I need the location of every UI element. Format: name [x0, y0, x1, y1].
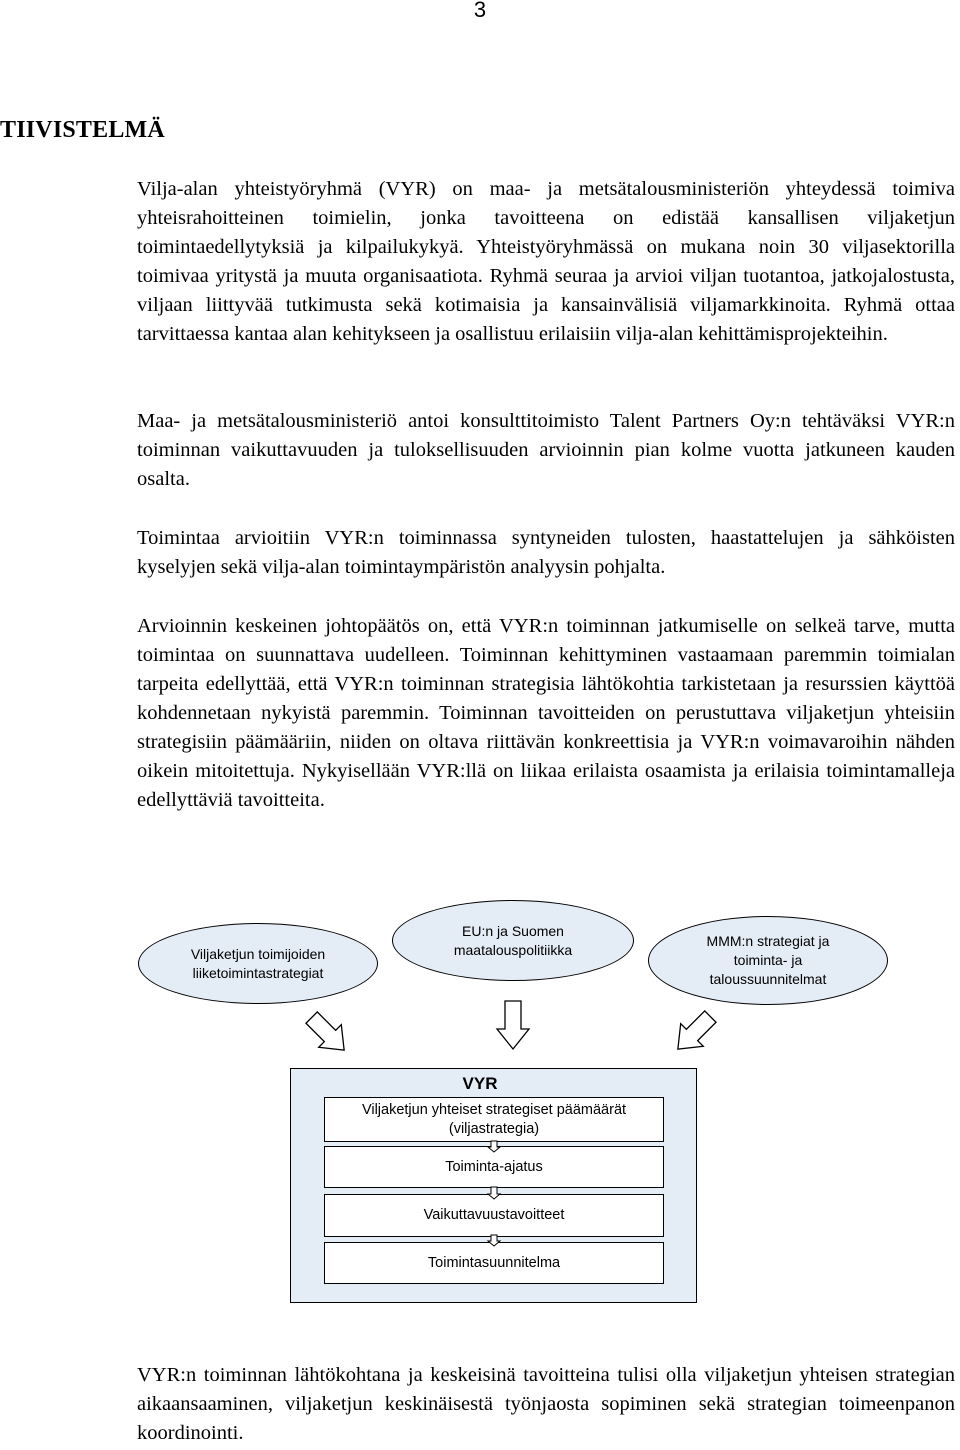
paragraph-closing: VYR:n toiminnan lähtökohtana ja keskeisinä tavoitteina tulisi olla viljaketjun yhteisen strategian aikaansaaminen, viljaketjun keskinäisestä työnjaosta sopiminen sekä strategian toimeenpanon koordinointi. — [137, 1364, 955, 1444]
input-ellipse-ministry-strategies — [648, 916, 888, 1005]
step-box-mission — [324, 1146, 664, 1188]
page-title: TIIVISTELMÄ — [0, 117, 165, 143]
arrow-down-left-icon — [667, 1005, 722, 1060]
page-number: 3 — [473, 0, 487, 22]
input-ellipse-business-strategies — [138, 923, 378, 1004]
paragraph-intro: Vilja-alan yhteistyöryhmä (VYR) on maa- ja metsätalousministeriön yhteydessä toimiva yhteisrahoitteinen toimielin, jonka tavoitteena on edistää kansallisen viljaketjun toimintaedellytyksiä ja kilpailukykyä. Yhteistyöryhmässä on mukana noin 30 viljasektorilla toimivaa yritystä ja muuta organisaatiota. Ryhmä seuraa ja arvioi viljan tuotantoa, jatkojalostusta, viljaan liittyvää tutkimusta sekä kotimaisia ja kansainvälisiä viljamarkkinoita. Ryhmä ottaa tarvittaessa kantaa alan kehitykseen ja osallistuu erilaisiin vilja-alan kehittämisprojekteihin. — [137, 178, 955, 345]
input-label: Viljaketjun toimijoiden liiketoimintastrategiat — [190, 945, 326, 981]
step-box-impact-goals — [324, 1194, 664, 1237]
arrow-down-right-icon — [300, 1006, 355, 1061]
input-ellipse-agricultural-policy — [392, 900, 634, 981]
step-label: Viljaketjun yhteiset strategiset päämäärät (viljastrategia) — [361, 1101, 627, 1137]
step-label: Toiminta-ajatus — [445, 1158, 543, 1175]
step-label: Vaikuttavuustavoitteet — [423, 1207, 565, 1223]
arrow-down-icon — [497, 1001, 529, 1049]
vyr-title: VYR — [462, 1074, 498, 1093]
step-box-common-goals — [324, 1097, 664, 1142]
paragraph-conclusion: Arvioinnin keskeinen johtopäätös on, että VYR:n toiminnan jatkumiselle on selkeä tarve, mutta toimintaa on suunnattava uudelleen. Toiminnan kehittyminen vastaamaan paremmin toimialan tarpeita edellyttää, että VYR:n toiminnan strategisia lähtökohtia tarkistetaan ja resurssien käyttöä kohdennetaan nykyistä paremmin. Toiminnan tavoitteiden on perustuttava viljaketjun yhteisiin strategisiin päämääriin, niiden on oltava riittävän konkreettisia ja VYR:n voimavaroihin nähden oikein mitoitettuja. Nykyisellään VYR:llä on liikaa erilaista osaamista ja erilaisia toimintamalleja edellyttäviä tavoitteita. — [137, 615, 955, 811]
paragraph-method: Toimintaa arvioitiin VYR:n toiminnassa syntyneiden tulosten, haastattelujen ja sähköisten kyselyjen sekä vilja-alan toimintaympäristön analyysin pohjalta. — [137, 527, 955, 578]
paragraph-assignment: Maa- ja metsätalousministeriö antoi konsulttitoimisto Talent Partners Oy:n tehtäväksi VYR:n toiminnan vaikuttavuuden ja tuloksellisuuden arvioinnin pian kolme vuotta jatkuneen kauden osalta. — [137, 410, 955, 490]
input-label: EU:n ja Suomen maatalouspolitiikka — [453, 922, 573, 958]
step-label: Toimintasuunnitelma — [427, 1254, 561, 1271]
input-label: MMM:n strategiat ja toiminta- ja taloussuunnitelmat — [706, 933, 830, 987]
step-box-action-plan — [324, 1242, 664, 1284]
